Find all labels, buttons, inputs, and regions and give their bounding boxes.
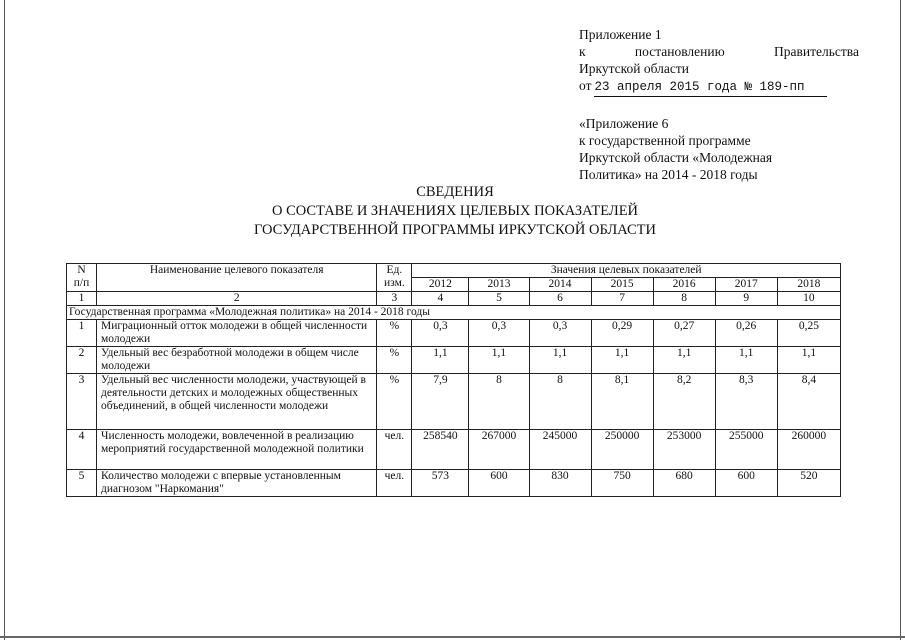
indicator-unit: % (377, 320, 412, 347)
indicator-value: 0,26 (715, 320, 777, 347)
indicator-value: 8 (529, 374, 591, 430)
page-border-left (4, 0, 5, 640)
index-cell: 9 (715, 292, 777, 306)
program-ref-line-4: Политика» на 2014 - 2018 годы (579, 167, 758, 182)
row-number: 5 (67, 470, 97, 497)
row-number: 4 (67, 430, 97, 470)
indicator-value: 8,1 (591, 374, 653, 430)
header-year: 2015 (591, 278, 653, 292)
appendix-date-line (579, 77, 859, 97)
indicator-name: Численность молодежи, вовлеченной в реализацию мероприятий государственной молодежной политики (97, 430, 377, 470)
indicator-value: 7,9 (412, 374, 469, 430)
appendix-word-resolution: постановлению (634, 44, 725, 59)
appendix-region: Иркутской области (579, 61, 690, 76)
indicator-value: 267000 (469, 430, 529, 470)
appendix-word-k: к (579, 44, 586, 59)
row-number: 2 (67, 347, 97, 374)
program-ref-line-3: Иркутской области «Молодежная (579, 150, 773, 165)
indicator-value: 1,1 (591, 347, 653, 374)
index-cell: 7 (591, 292, 653, 306)
header-year: 2018 (777, 278, 840, 292)
indicator-value: 250000 (591, 430, 653, 470)
indicator-value: 830 (529, 470, 591, 497)
appendix-date-prefix: от (579, 78, 592, 93)
title-line-3: ГОСУДАРСТВЕННОЙ ПРОГРАММЫ ИРКУТСКОЙ ОБЛАСТИ (253, 222, 657, 238)
program-ref-line-1: «Приложение 6 (579, 116, 669, 131)
indicator-value: 258540 (412, 430, 469, 470)
indicator-value: 600 (715, 470, 777, 497)
indicator-value: 0,29 (591, 320, 653, 347)
document-title (150, 183, 760, 240)
index-cell: 1 (67, 292, 97, 306)
indicator-value: 0,27 (653, 320, 715, 347)
indicator-name: Удельный вес безработной молодежи в общем числе молодежи (97, 347, 377, 374)
index-cell: 8 (653, 292, 715, 306)
row-number: 1 (67, 320, 97, 347)
header-values: Значения целевых показателей (412, 264, 841, 278)
indicator-value: 8,2 (653, 374, 715, 430)
table-body (67, 320, 841, 497)
header-year: 2017 (715, 278, 777, 292)
indicator-value: 8,4 (777, 374, 840, 430)
indicator-value: 600 (469, 470, 529, 497)
section-title: Государственная программа «Молодежная политика» на 2014 - 2018 годы (67, 306, 841, 320)
indicator-value: 0,3 (469, 320, 529, 347)
appendix-resolution-line (579, 43, 859, 60)
table-index-row (67, 292, 841, 306)
table-row (67, 347, 841, 374)
header-year: 2013 (469, 278, 529, 292)
header-year: 2014 (529, 278, 591, 292)
indicator-value: 1,1 (653, 347, 715, 374)
indicator-unit: чел. (377, 430, 412, 470)
indicator-value: 0,3 (529, 320, 591, 347)
indicator-name: Миграционный отток молодежи в общей численности молодежи (97, 320, 377, 347)
indicator-value: 1,1 (715, 347, 777, 374)
index-cell: 5 (469, 292, 529, 306)
program-ref-line-2: к государственной программе (579, 133, 751, 148)
indicator-unit: % (377, 347, 412, 374)
index-cell: 6 (529, 292, 591, 306)
indicator-value: 8 (469, 374, 529, 430)
index-cell: 2 (97, 292, 377, 306)
appendix-header (579, 26, 859, 97)
table-row (67, 320, 841, 347)
header-year: 2012 (412, 278, 469, 292)
appendix-date-value: 23 апреля 2015 года № 189-пп (594, 79, 826, 97)
indicator-value: 1,1 (777, 347, 840, 374)
table-row (67, 374, 841, 430)
table-row (67, 470, 841, 497)
indicator-value: 680 (653, 470, 715, 497)
indicator-value: 520 (777, 470, 840, 497)
indicator-name: Количество молодежи с впервые установленным диагнозом "Наркомания" (97, 470, 377, 497)
table-section-row (67, 306, 841, 320)
header-year: 2016 (653, 278, 715, 292)
table-row (67, 430, 841, 470)
indicator-unit: чел. (377, 470, 412, 497)
appendix-word-government: Правительства (774, 44, 859, 59)
indicator-value: 255000 (715, 430, 777, 470)
indicator-value: 8,3 (715, 374, 777, 430)
header-unit: Ед. изм. (377, 264, 412, 292)
header-name: Наименование целевого показателя (97, 264, 377, 292)
title-line-1: СВЕДЕНИЯ (416, 184, 494, 200)
index-cell: 4 (412, 292, 469, 306)
indicators-table (66, 263, 841, 497)
appendix-title: Приложение 1 (579, 27, 662, 42)
page-border-right (900, 0, 901, 640)
page-border-bottom (0, 636, 905, 638)
indicator-value: 253000 (653, 430, 715, 470)
indicator-value: 1,1 (529, 347, 591, 374)
indicator-unit: % (377, 374, 412, 430)
title-line-2: О СОСТАВЕ И ЗНАЧЕНИЯХ ЦЕЛЕВЫХ ПОКАЗАТЕЛЕЙ (271, 203, 639, 219)
indicator-value: 245000 (529, 430, 591, 470)
indicator-value: 750 (591, 470, 653, 497)
index-cell: 3 (377, 292, 412, 306)
indicator-value: 260000 (777, 430, 840, 470)
indicator-value: 0,3 (412, 320, 469, 347)
index-cell: 10 (777, 292, 840, 306)
indicator-name: Удельный вес численности молодежи, участвующей в деятельности детских и молодежных общественных объединений, в общей численности молодежи (97, 374, 377, 430)
program-reference (579, 115, 839, 183)
indicator-value: 573 (412, 470, 469, 497)
indicator-value: 1,1 (412, 347, 469, 374)
indicator-value: 1,1 (469, 347, 529, 374)
indicator-value: 0,25 (777, 320, 840, 347)
row-number: 3 (67, 374, 97, 430)
table-header-row-1 (67, 264, 841, 278)
header-num: N п/п (67, 264, 97, 292)
